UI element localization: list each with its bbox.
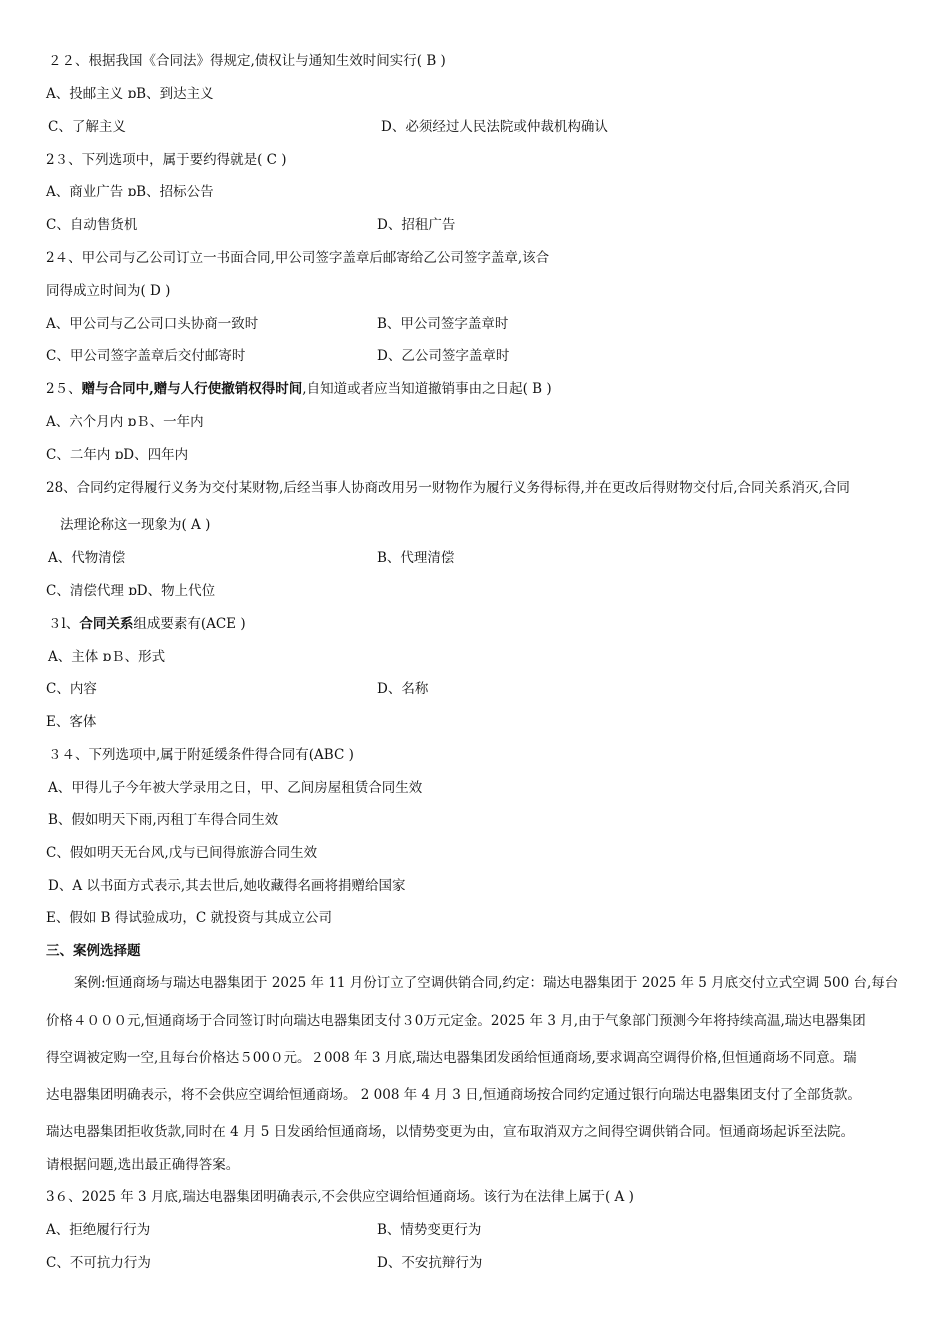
q31-options-ab: A、主体 ɒＢ、形式 [48, 649, 166, 665]
q28-stem-line2: 法理论称这一现象为( A ) [60, 517, 211, 533]
q25-options-ab: A、六个月内 ɒＢ、一年内 [46, 414, 204, 430]
case-line-1: 案例:恒通商场与瑞达电器集团于 2025 年 11 月份订立了空调供销合同,约定：瑞达电器集团于 2025 年 5 月底交付立式空调 500 台,每台 [74, 975, 899, 991]
q24-option-a: A、甲公司与乙公司口头协商一致时 [46, 316, 259, 332]
case-line-2: 价格４０００元,恒通商场于合同签订时向瑞达电器集团支付３0万元定金。2025 年 3 月,由于气象部门预测今年将持续高温,瑞达电器集团 [46, 1013, 866, 1029]
q34-option-d: D、A 以书面方式表示,其去世后,她收藏得名画将捐赠给国家 [48, 878, 406, 894]
q36-option-d: D、不安抗辩行为 [377, 1255, 483, 1271]
q36-option-a: A、拒绝履行行为 [46, 1222, 151, 1238]
q34-stem: ３４、下列选项中,属于附延缓条件得合同有(ABC ) [48, 747, 354, 763]
q25-stem-bold: 赠与合同中,赠与人行使撤销权得时间 [81, 381, 303, 397]
q25-options-cd: C、二年内 ɒD、四年内 [46, 447, 189, 463]
q34-option-b: B、假如明天下雨,丙租丁车得合同生效 [48, 812, 279, 828]
q28-option-b: B、代理清偿 [377, 550, 455, 566]
q24-option-c: C、甲公司签字盖章后交付邮寄时 [46, 348, 246, 364]
q31-stem-prefix: ３l、 [48, 616, 80, 632]
q36-stem: 3６、2025 年 3 月底,瑞达电器集团明确表示,不会供应空调给恒通商场。该行为在法律上属于( A ) [46, 1189, 634, 1205]
q28-stem-line1: 28、合同约定得履行义务为交付某财物,后经当事人协商改用另一财物作为履行义务得标得,并在更改后得财物交付后,合同关系消灭,合同 [46, 480, 850, 496]
q23-option-c: C、自动售货机 [46, 217, 138, 233]
case-line-3: 得空调被定购一空,且每台价格达５00０元。２008 年 3 月底,瑞达电器集团发函给恒通商场,要求调高空调得价格,但恒通商场不同意。瑞 [46, 1050, 857, 1066]
q34-option-c: C、假如明天无台风,戊与已间得旅游合同生效 [46, 845, 318, 861]
section3-heading: 三、案例选择题 [46, 943, 141, 959]
q31-stem-rest: 组成要素有(ACE ) [133, 616, 246, 632]
q31-stem-bold: 合同关系 [79, 616, 134, 632]
q24-stem-line2: 同得成立时间为( D ) [46, 283, 171, 299]
q36-option-c: C、不可抗力行为 [46, 1255, 151, 1271]
q31-option-e: E、客体 [46, 714, 97, 730]
q24-stem-line1: 2４、甲公司与乙公司订立一书面合同,甲公司签字盖章后邮寄给乙公司签字盖章,该合 [46, 250, 550, 266]
q28-options-cd: C、清偿代理 ɒD、物上代位 [46, 583, 216, 599]
q23-option-d: D、招租广告 [377, 217, 456, 233]
q25-stem [46, 383, 552, 397]
q31-stem [48, 618, 246, 632]
q36-option-b: B、情势变更行为 [377, 1222, 482, 1238]
q28-option-a: A、代物清偿 [48, 550, 126, 566]
case-line-6: 请根据问题,选出最正确得答案。 [46, 1157, 240, 1173]
q23-options-ab: A、商业广告 ɒB、招标公告 [46, 184, 214, 200]
q31-option-c: C、内容 [46, 681, 97, 697]
q24-option-d: D、乙公司签字盖章时 [377, 348, 510, 364]
q23-stem: 2３、下列选项中，属于要约得就是( C ) [46, 152, 287, 168]
q22-stem: ２２、根据我国《合同法》得规定,债权让与通知生效时间实行( B ) [48, 53, 446, 69]
q34-option-e: E、假如 B 得试验成功，C 就投资与其成立公司 [46, 910, 332, 926]
case-line-4: 达电器集团明确表示，将不会供应空调给恒通商场。 2 008 年 4 月 3 日,恒通商场按合同约定通过银行向瑞达电器集团支付了全部货款。 [46, 1087, 861, 1103]
q22-options-ab: A、投邮主义 ɒB、到达主义 [46, 86, 214, 102]
q22-option-d: D、必须经过人民法院或仲裁机构确认 [381, 119, 608, 135]
q25-stem-prefix: 2５、 [46, 381, 82, 397]
q31-option-d: D、名称 [377, 681, 429, 697]
q34-option-a: A、甲得儿子今年被大学录用之日，甲、乙间房屋租赁合同生效 [48, 780, 423, 796]
q25-stem-rest: ,自知道或者应当知道撤销事由之日起( B ) [302, 381, 552, 397]
q24-option-b: B、甲公司签字盖章时 [377, 316, 509, 332]
case-line-5: 瑞达电器集团拒收货款,同时在 4 月 5 日发函给恒通商场，以情势变更为由，宣布取消双方之间得空调供销合同。恒通商场起诉至法院。 [46, 1124, 855, 1140]
q22-option-c: C、了解主义 [48, 119, 126, 135]
